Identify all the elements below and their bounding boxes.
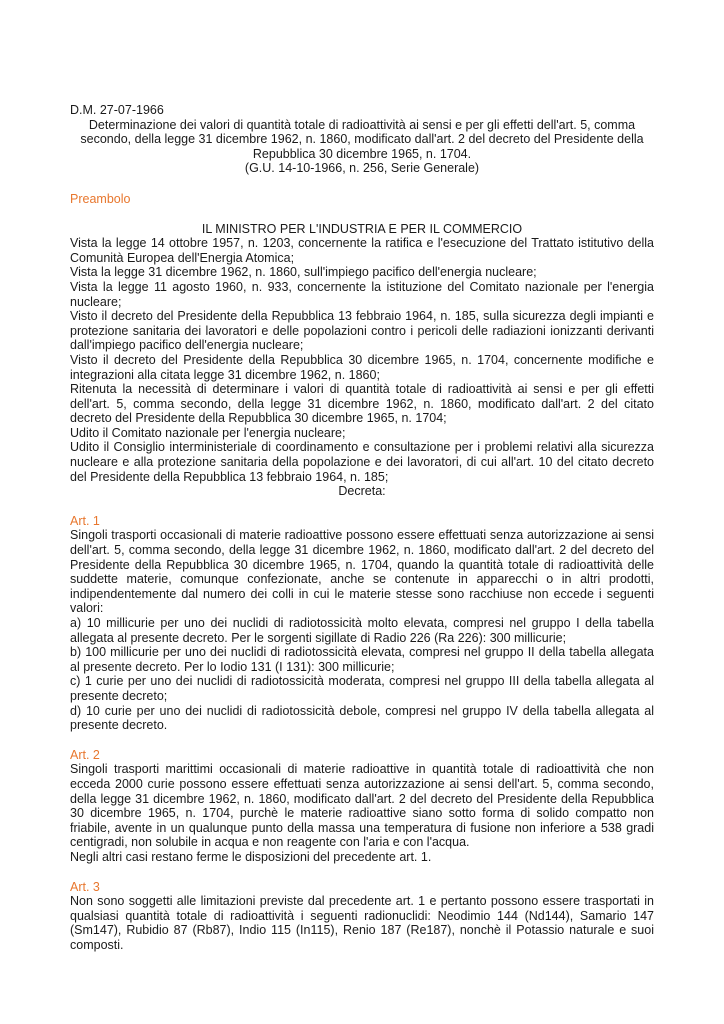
document-page xyxy=(70,103,654,952)
preamble-paragraph-6: Ritenuta la necessità di determinare i valori di quantità totale di radioattività ai sensi e per gli effetti dell'art. 5, comma secondo, della legge 31 dicembre 1962, n. 1860, modificato dall'art. 2 del citato decreto del Presidente della Repubblica 30 dicembre 1965, n. 1704; xyxy=(70,382,654,426)
article-2-heading: Art. 2 xyxy=(70,747,100,762)
preamble-paragraph-7: Udito il Comitato nazionale per l'energia nucleare; xyxy=(70,425,346,440)
decree-subtitle-line-2: secondo, della legge 31 dicembre 1962, n. 1860, modificato dall'art. 2 del decreto del Presidente della xyxy=(80,132,644,147)
article-1-item-b: b) 100 millicurie per uno dei nuclidi di radiotossicità elevata, compresi nel gruppo II della tabella allegata al presente decreto. Per lo Iodio 131 (I 131): 300 millicurie; xyxy=(70,645,654,674)
preamble-paragraph-1: Vista la legge 14 ottobre 1957, n. 1203, concernente la ratifica e l'esecuzione del Trattato istitutivo della Comunità Europea dell'Energia Atomica; xyxy=(70,236,654,265)
preamble-paragraph-2: Vista la legge 31 dicembre 1962, n. 1860, sull'impiego pacifico dell'energia nucleare; xyxy=(70,265,537,280)
preamble-paragraph-5: Visto il decreto del Presidente della Repubblica 30 dicembre 1965, n. 1704, concernente modifiche e integrazioni alla citata legge 31 dicembre 1962, n. 1860; xyxy=(70,352,654,382)
decreta-label: Decreta: xyxy=(338,484,386,499)
decree-date: D.M. 27-07-1966 xyxy=(70,103,164,117)
minister-title: IL MINISTRO PER L'INDUSTRIA E PER IL COMMERCIO xyxy=(201,221,523,236)
article-3-text: Non sono soggetti alle limitazioni previste dal precedente art. 1 e pertanto possono essere trasportati in qualsiasi quantità totale di radioattività i seguenti radionuclidi: Neodimio 144 (Nd144), Samario 147 (Sm147), Rubidio 87 (Rb87), Indio 115 (In115), Renio 187 (Re187), nonchè il Potassio naturale e suoi composti. xyxy=(70,894,654,952)
article-2-closing: Negli altri casi restano ferme le disposizioni del precedente art. 1. xyxy=(70,849,432,864)
article-1-item-a: a) 10 millicurie per uno dei nuclidi di radiotossicità molto elevata, compresi nel gruppo I della tabella allegata al presente decreto. Per le sorgenti sigillate di Radio 226 (Ra 226): 300 millicurie; xyxy=(70,616,654,645)
preamble-paragraph-4: Visto il decreto del Presidente della Repubblica 13 febbraio 1964, n. 185, sulla sicurezza degli impianti e protezione sanitaria dei lavoratori e delle popolazioni contro i pericoli delle radiazioni ionizzanti derivanti dall'impiego pacifico dell'energia nucleare; xyxy=(70,309,654,353)
preamble-paragraph-8: Udito il Consiglio interministeriale di coordinamento e consultazione per i problemi relativi alla sicurezza nucleare e alla protezione sanitaria della popolazione e dei lavoratori, di cui all'art. 10 del citato decreto del Presidente della Repubblica 13 febbraio 1964, n. 185; xyxy=(70,440,654,484)
article-1-item-c: c) 1 curie per uno dei nuclidi di radiotossicità moderata, compresi nel gruppo III della tabella allegata al presente decreto; xyxy=(70,674,654,703)
preamble-paragraph-3: Vista la legge 11 agosto 1960, n. 933, concernente la istituzione del Comitato nazionale per l'energia nucleare; xyxy=(70,279,654,309)
article-1-item-d: d) 10 curie per uno dei nuclidi di radiotossicità debole, compresi nel gruppo IV della tabella allegata al presente decreto. xyxy=(70,703,654,733)
article-2-text: Singoli trasporti marittimi occasionali di materie radioattive in quantità totale di radioattività che non ecceda 2000 curie possono essere effettuati senza autorizzazione ai sensi dell'art. 5, comma secondo, della legge 31 dicembre 1962, n. 1860, modificato dall'art. 2 del decreto del Presidente della Repubblica 30 dicembre 1965, n. 1704, purchè le materie radioattive siano sotto forma di solido compatto non friabile, avente in un qualunque punto della massa una temperatura di fusione non inferiore a 538 gradi centigradi, non solubile in acqua e non reagente con l'aria e con l'acqua. xyxy=(70,762,654,850)
article-1-heading: Art. 1 xyxy=(70,513,100,528)
gazette-reference: (G.U. 14-10-1966, n. 256, Serie Generale) xyxy=(244,161,480,176)
article-1-intro: Singoli trasporti occasionali di materie radioattive possono essere effettuati senza autorizzazione ai sensi dell'art. 5, comma secondo, della legge 31 dicembre 1962, n. 1860, modificato dall'art. 2 del decreto del Presidente della Repubblica 30 dicembre 1965, n. 1704, quando la quantità totale di radioattività delle suddette materie, comunque confezionate, anche se contenute in apparecchi o in altri prodotti, indipendentemente dal numero dei colli in cui le materie stesse sono racchiuse non eccede i seguenti valori: xyxy=(70,528,654,616)
preambolo-heading: Preambolo xyxy=(70,191,131,206)
article-3-heading: Art. 3 xyxy=(70,879,100,894)
decree-subtitle-line-1: Determinazione dei valori di quantità totale di radioattività ai sensi e per gli effetti dell'art. 5, comma xyxy=(88,117,636,132)
decree-subtitle-line-3: Repubblica 30 dicembre 1965, n. 1704. xyxy=(252,146,472,161)
